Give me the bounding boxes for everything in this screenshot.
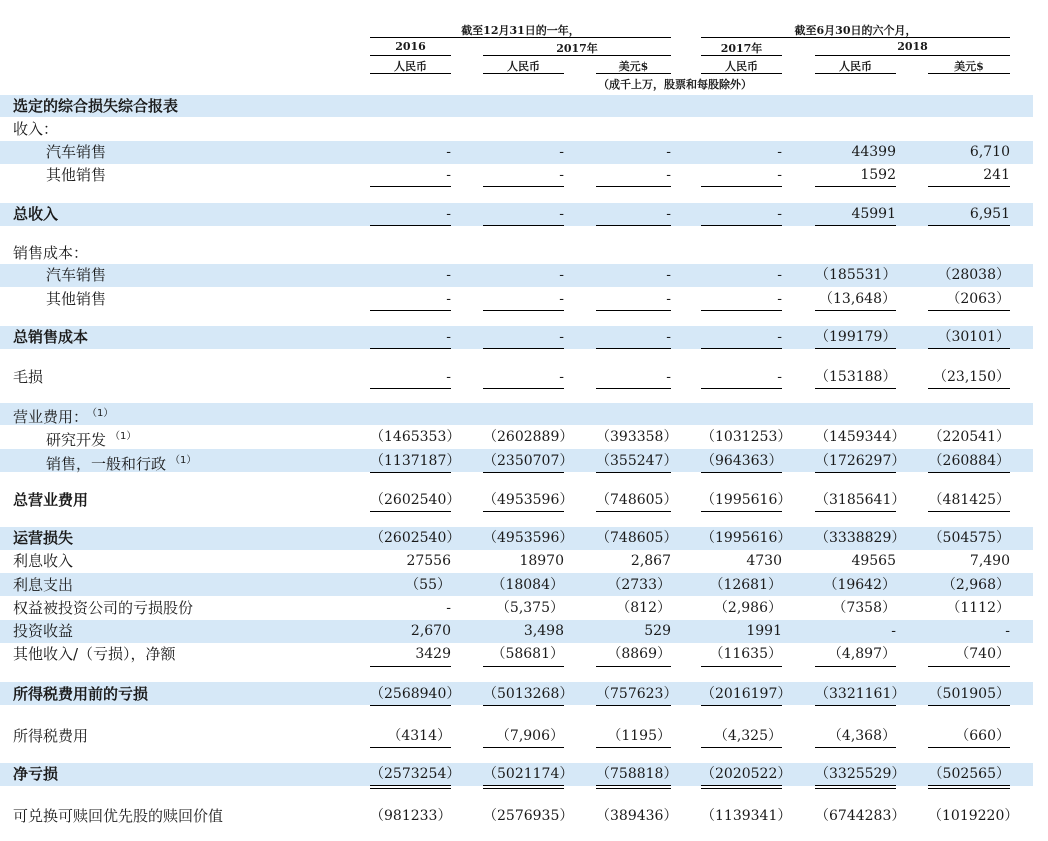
table-row: [0, 141, 1048, 163]
table-cell: （185531）: [815, 267, 897, 283]
underline-rule: [370, 705, 451, 706]
table-cell: （2602540）: [370, 492, 461, 508]
underline-rule: [483, 225, 564, 226]
row-label: 利息收入: [13, 552, 74, 570]
table-cell: （2350707）: [483, 453, 574, 469]
table-cell: （153188）: [815, 369, 897, 385]
table-cell: 2,670: [410, 623, 451, 639]
table-cell: -: [446, 329, 451, 345]
unit-note: （成千上万，股票和每股除外）: [598, 78, 752, 91]
table-cell: （4,368）: [827, 728, 896, 744]
table-cell: -: [777, 369, 782, 385]
table-cell: -: [559, 206, 564, 222]
table-cell: （4,325）: [713, 728, 782, 744]
table-cell: （389436）: [596, 808, 678, 824]
table-cell: （8869）: [607, 646, 671, 662]
table-cell: -: [446, 206, 451, 222]
underline-rule: [928, 511, 1010, 512]
row-label: 可兑换可赎回优先股的赎回价值: [13, 807, 224, 825]
underline-rule: [596, 348, 671, 349]
table-cell: -: [446, 267, 451, 283]
underline-rule: [815, 186, 896, 187]
table-cell: -: [559, 369, 564, 385]
underline-rule: [370, 310, 451, 311]
table-cell: （55）: [405, 577, 451, 593]
table-cell: -: [446, 167, 451, 183]
underline-rule: [928, 225, 1010, 226]
table-cell: （1726297）: [815, 453, 906, 469]
double-underline-rule: [596, 785, 671, 789]
table-cell: -: [777, 167, 782, 183]
header-currency: 人民币: [507, 60, 540, 73]
table-row: [0, 574, 1048, 596]
table-cell: （2568940）: [370, 686, 461, 702]
table-cell: -: [559, 329, 564, 345]
table-row: [0, 426, 1048, 448]
row-label: 销售成本：: [13, 244, 89, 262]
table-cell: （3325529）: [815, 766, 906, 782]
table-cell: （981233）: [370, 808, 452, 824]
table-cell: （7358）: [832, 600, 896, 616]
table-cell: 4730: [746, 553, 782, 569]
table-row-total: [0, 326, 1048, 348]
underline-rule: [370, 348, 451, 349]
table-cell: （1139341）: [701, 808, 792, 824]
table-cell: -: [446, 144, 451, 160]
table-cell: （1195）: [607, 728, 671, 744]
table-row: [0, 288, 1048, 310]
table-cell: -: [666, 329, 671, 345]
footnote-marker: （1）: [92, 408, 114, 419]
table-cell: （757623）: [596, 686, 678, 702]
header-year-2017-half: 2017年: [720, 42, 763, 55]
header-rule: [370, 55, 451, 56]
table-cell: （7,906）: [495, 728, 564, 744]
table-cell: （748605）: [596, 530, 678, 546]
table-cell: 44399: [851, 144, 896, 160]
table-row: [0, 643, 1048, 665]
row-label: 汽车销售: [46, 143, 107, 161]
row-label: 总营业费用: [13, 491, 89, 509]
table-cell: （2063）: [946, 291, 1010, 307]
section-title: 选定的综合损失综合报表: [13, 97, 179, 115]
row-label: 营业费用： $^{(1)}$: [13, 408, 114, 426]
table-cell: （5021174）: [483, 766, 574, 782]
underline-rule: [596, 511, 671, 512]
table-cell: （2602889）: [483, 429, 574, 445]
table-cell: 6,710: [969, 144, 1010, 160]
header-currency: 美元$: [618, 60, 649, 73]
table-cell: 529: [644, 623, 671, 639]
double-underline-rule: [370, 785, 451, 789]
underline-rule: [815, 225, 896, 226]
footnote-marker: （1）: [170, 455, 197, 466]
table-cell: （1995616）: [701, 492, 792, 508]
underline-rule: [596, 705, 671, 706]
row-label: 研究开发 $^{(1)}$: [46, 431, 137, 449]
underline-rule: [483, 310, 564, 311]
row-label: 其他收入/（亏损），净额: [13, 645, 176, 663]
header-rule: [701, 55, 782, 56]
underline-rule: [701, 705, 782, 706]
table-cell: （3185641）: [815, 492, 906, 508]
underline-rule: [815, 388, 896, 389]
table-cell: -: [559, 167, 564, 183]
header-rule: [701, 73, 782, 74]
table-cell: （4953596）: [483, 492, 574, 508]
row-label: 汽车销售: [46, 266, 107, 284]
table-cell: （660）: [955, 728, 1010, 744]
table-cell: （2573254）: [370, 766, 461, 782]
table-cell: （504575）: [928, 530, 1010, 546]
row-label: 总销售成本: [13, 328, 89, 346]
header-rule: [483, 55, 671, 56]
table-cell: （3321161）: [815, 686, 906, 702]
underline-rule: [701, 747, 782, 748]
underline-rule: [370, 186, 451, 187]
header-year-2016: 2016: [395, 40, 426, 53]
table-cell: （13,648）: [819, 291, 896, 307]
underline-rule: [701, 666, 782, 667]
table-row: [0, 550, 1048, 572]
underline-rule: [928, 472, 1010, 473]
table-cell: 27556: [406, 553, 451, 569]
double-underline-rule: [815, 785, 896, 789]
table-cell: -: [777, 267, 782, 283]
table-cell: （1459344）: [815, 429, 906, 445]
underline-rule: [483, 705, 564, 706]
header-rule: [815, 55, 1010, 56]
underline-rule: [815, 472, 896, 473]
header-group-halfyear: 截至6月30日的六个月，: [794, 24, 917, 37]
double-underline-rule: [928, 785, 1010, 789]
underline-rule: [483, 747, 564, 748]
table-cell: （2,986）: [713, 600, 782, 616]
table-cell: （23,150）: [933, 369, 1010, 385]
header-group-year: 截至12月31日的一年，: [461, 24, 580, 37]
table-row: [0, 242, 1048, 264]
underline-rule: [928, 348, 1010, 349]
underline-rule: [596, 747, 671, 748]
table-cell: （964363）: [701, 453, 783, 469]
table-cell: （393358）: [596, 429, 678, 445]
table-cell: 2,867: [630, 553, 671, 569]
table-cell: （501905）: [928, 686, 1010, 702]
header-currency: 人民币: [725, 60, 758, 73]
underline-rule: [483, 472, 564, 473]
double-underline-rule: [483, 785, 564, 789]
table-cell: 6,951: [969, 206, 1010, 222]
underline-rule: [701, 388, 782, 389]
underline-rule: [701, 186, 782, 187]
underline-rule: [701, 511, 782, 512]
table-cell: 1592: [860, 167, 896, 183]
table-cell: -: [777, 206, 782, 222]
table-cell: 7,490: [969, 553, 1010, 569]
table-cell: -: [559, 267, 564, 283]
table-cell: -: [446, 600, 451, 616]
row-label: 利息支出: [13, 576, 74, 594]
table-cell: （1137187）: [370, 453, 461, 469]
table-cell: （2733）: [607, 577, 671, 593]
table-row: [0, 264, 1048, 286]
row-label: 权益被投资公司的亏损股份: [13, 599, 194, 617]
header-rule: [483, 73, 564, 74]
table-cell: 3429: [415, 646, 451, 662]
header-currency: 人民币: [394, 60, 427, 73]
underline-rule: [370, 472, 451, 473]
table-cell: （260884）: [928, 453, 1010, 469]
underline-rule: [815, 511, 896, 512]
table-cell: （355247）: [596, 453, 678, 469]
underline-rule: [483, 388, 564, 389]
table-cell: （758818）: [596, 766, 678, 782]
underline-rule: [928, 747, 1010, 748]
underline-rule: [928, 310, 1010, 311]
underline-rule: [815, 310, 896, 311]
underline-rule: [596, 388, 671, 389]
table-row-total: [0, 527, 1048, 549]
table-cell: （1112）: [946, 600, 1010, 616]
row-label: 运营损失: [13, 529, 74, 547]
row-label: 所得税费用前的亏损: [13, 685, 149, 703]
table-cell: （18084）: [491, 577, 564, 593]
table-cell: -: [559, 144, 564, 160]
table-cell: （58681）: [491, 646, 564, 662]
underline-rule: [815, 747, 896, 748]
table-cell: （1031253）: [701, 429, 792, 445]
underline-rule: [928, 666, 1010, 667]
underline-rule: [370, 747, 451, 748]
table-row-total: [0, 489, 1048, 511]
underline-rule: [370, 225, 451, 226]
header-currency: 人民币: [839, 60, 872, 73]
header-rule: [815, 73, 896, 74]
table-row: [0, 403, 1048, 425]
table-cell: 49565: [851, 553, 896, 569]
underline-rule: [596, 472, 671, 473]
table-cell: -: [666, 144, 671, 160]
underline-rule: [815, 666, 896, 667]
underline-rule: [483, 348, 564, 349]
table-cell: 18970: [519, 553, 564, 569]
row-label: 销售，一般和行政 $^{(1)}$: [46, 455, 197, 473]
table-cell: （30101）: [937, 329, 1010, 345]
underline-rule: [701, 310, 782, 311]
table-cell: （502565）: [928, 766, 1010, 782]
table-cell: （481425）: [928, 492, 1010, 508]
table-row: [0, 725, 1048, 747]
underline-rule: [701, 225, 782, 226]
table-row: [0, 164, 1048, 186]
table-cell: （1019220）: [928, 808, 1019, 824]
table-cell: -: [559, 291, 564, 307]
underline-rule: [928, 388, 1010, 389]
header-currency: 美元$: [954, 60, 984, 73]
table-cell: （748605）: [596, 492, 678, 508]
table-cell: （220541）: [928, 429, 1010, 445]
table-cell: （2602540）: [370, 530, 461, 546]
table-cell: （2020522）: [701, 766, 792, 782]
table-cell: （4314）: [387, 728, 451, 744]
table-cell: -: [777, 291, 782, 307]
row-label: 总收入: [13, 205, 59, 223]
header-year-2018: 2018: [897, 40, 928, 53]
table-row: [0, 620, 1048, 642]
table-row: [0, 366, 1048, 388]
table-cell: （4,897）: [827, 646, 896, 662]
underline-rule: [483, 666, 564, 667]
underline-rule: [701, 472, 782, 473]
table-cell: （28038）: [937, 267, 1010, 283]
table-row: [0, 805, 1048, 827]
table-cell: （1995616）: [701, 530, 792, 546]
row-label: 其他销售: [46, 166, 107, 184]
header-rule: [928, 73, 1010, 74]
underline-rule: [596, 666, 671, 667]
row-label: 收入：: [13, 120, 59, 138]
underline-rule: [596, 186, 671, 187]
row-label: 毛损: [13, 368, 44, 386]
header-rule: [596, 73, 671, 74]
table-cell: （5,375）: [495, 600, 564, 616]
table-cell: -: [1005, 623, 1010, 639]
row-label: 净亏损: [13, 765, 59, 783]
underline-rule: [483, 511, 564, 512]
table-cell: -: [891, 623, 896, 639]
table-cell: -: [666, 291, 671, 307]
underline-rule: [596, 310, 671, 311]
table-cell: （11635）: [709, 646, 782, 662]
table-cell: 45991: [851, 206, 896, 222]
table-cell: （2,968）: [941, 577, 1010, 593]
table-cell: （5013268）: [483, 686, 574, 702]
table-cell: （2576935）: [483, 808, 574, 824]
table-cell: -: [777, 144, 782, 160]
table-cell: （12681）: [709, 577, 782, 593]
table-cell: （6744283）: [815, 808, 906, 824]
section-title-row: [0, 95, 1048, 117]
table-cell: （2016197）: [701, 686, 792, 702]
underline-rule: [701, 348, 782, 349]
footnote-marker: （1）: [110, 431, 137, 442]
table-cell: （1465353）: [370, 429, 461, 445]
underline-rule: [815, 348, 896, 349]
table-row: [0, 118, 1048, 140]
table-cell: -: [446, 291, 451, 307]
table-cell: 3,498: [523, 623, 564, 639]
table-cell: 1991: [746, 623, 782, 639]
underline-rule: [928, 186, 1010, 187]
row-label: 投资收益: [13, 622, 74, 640]
table-row: [0, 597, 1048, 619]
table-cell: （812）: [616, 600, 671, 616]
table-cell: -: [777, 329, 782, 345]
header-rule: [370, 37, 671, 38]
table-cell: （199179）: [815, 329, 897, 345]
header-rule: [370, 73, 451, 74]
underline-rule: [483, 186, 564, 187]
underline-rule: [815, 705, 896, 706]
table-cell: （19642）: [823, 577, 896, 593]
table-row-total: [0, 683, 1048, 705]
header-year-2017: 2017年: [556, 42, 598, 55]
underline-rule: [370, 666, 451, 667]
table-row: [0, 450, 1048, 472]
table-row-total: [0, 203, 1048, 225]
double-underline-rule: [701, 785, 782, 789]
underline-rule: [928, 705, 1010, 706]
table-row-total: [0, 763, 1048, 785]
table-cell: （740）: [955, 646, 1010, 662]
table-cell: -: [666, 206, 671, 222]
underline-rule: [370, 388, 451, 389]
table-cell: -: [666, 267, 671, 283]
table-cell: -: [446, 369, 451, 385]
table-cell: 241: [983, 167, 1010, 183]
header-rule: [701, 37, 1010, 38]
table-cell: -: [666, 167, 671, 183]
table-cell: （4953596）: [483, 530, 574, 546]
row-label: 所得税费用: [13, 727, 89, 745]
underline-rule: [370, 511, 451, 512]
underline-rule: [596, 225, 671, 226]
table-cell: -: [666, 369, 671, 385]
table-cell: （3338829）: [815, 530, 906, 546]
row-label: 其他销售: [46, 290, 107, 308]
